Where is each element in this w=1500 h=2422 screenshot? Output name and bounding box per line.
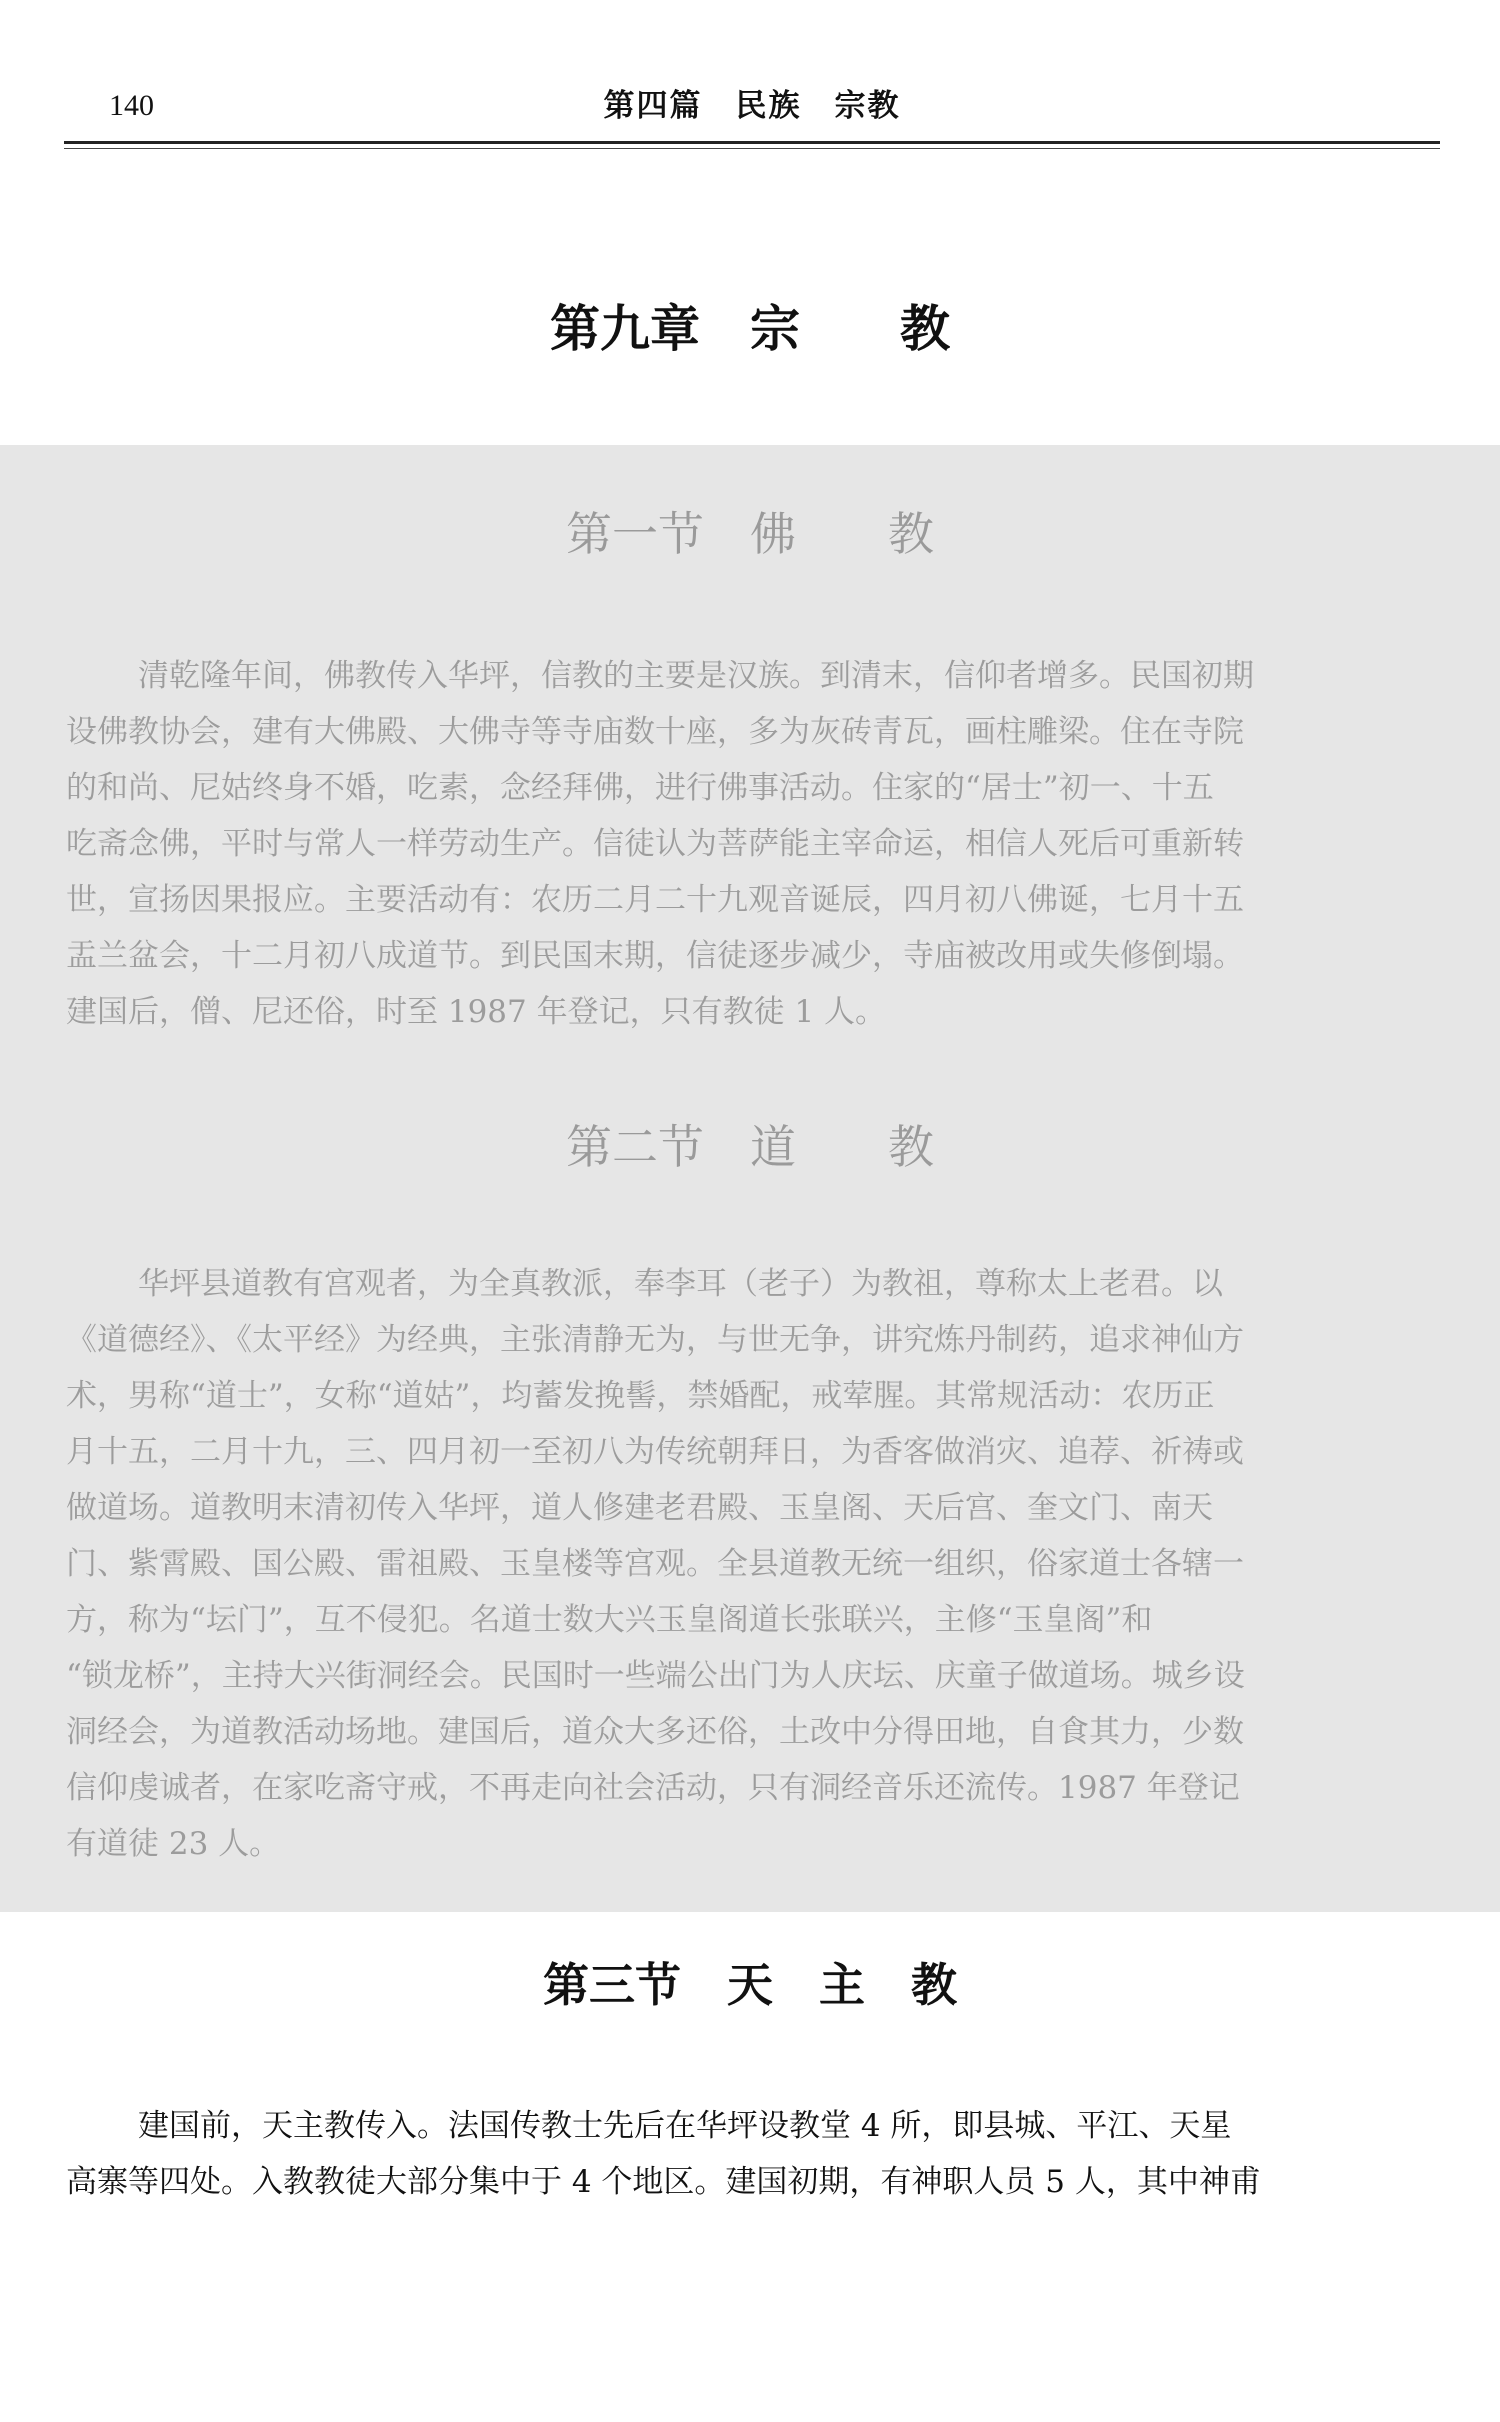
paragraph-line: 设佛教协会，建有大佛殿、大佛寺等寺庙数十座，多为灰砖青瓦，画柱雕梁。住在寺院 xyxy=(66,714,1244,750)
paragraph-daoism xyxy=(66,1256,1438,1872)
paragraph-line: 吃斋念佛，平时与常人一样劳动生产。信徒认为菩萨能主宰命运，相信人死后可重新转 xyxy=(66,826,1244,862)
section-title-daoism: 第二节 道 教 xyxy=(566,1120,934,1174)
paragraph-line: 华坪县道教有宫观者，为全真教派，奉李耳（老子）为教祖，尊称太上老君。以 xyxy=(138,1266,1223,1302)
paragraph-line: 《道德经》、《太平经》为经典，主张清静无为，与世无争，讲究炼丹制药，追求神仙方 xyxy=(66,1322,1244,1358)
section-title-buddhism: 第一节 佛 教 xyxy=(566,507,934,561)
header-rule-thick xyxy=(64,141,1440,144)
paragraph-line: 高寨等四处。入教教徒大部分集中于 4 个地区。建国初期，有神职人员 5 人，其中神甫 xyxy=(66,2164,1261,2200)
chapter-title: 第九章 宗 教 xyxy=(550,299,950,358)
running-header xyxy=(64,86,1440,146)
paragraph-line: 世，宣扬因果报应。主要活动有：农历二月二十九观音诞辰，四月初八佛诞，七月十五 xyxy=(66,882,1244,918)
paragraph-line: 清乾隆年间，佛教传入华坪，信教的主要是汉族。到清末，信仰者增多。民国初期 xyxy=(138,658,1254,694)
paragraph-line: 方，称为“坛门”，互不侵犯。名道士数大兴玉皇阁道长张联兴，主修“玉皇阁”和 xyxy=(66,1602,1153,1638)
paragraph-line: 门、紫霄殿、国公殿、雷祖殿、玉皇楼等宫观。全县道教无统一组织，俗家道士各辖一 xyxy=(66,1546,1244,1582)
paragraph-line: 月十五，二月十九，三、四月初一至初八为传统朝拜日，为香客做消灾、追荐、祈祷或 xyxy=(66,1434,1244,1470)
paragraph-line: 建国前，天主教传入。法国传教士先后在华坪设教堂 4 所，即县城、平江、天星 xyxy=(138,2108,1232,2144)
header-rule-thin xyxy=(64,148,1440,149)
paragraph-line: 盂兰盆会，十二月初八成道节。到民国末期，信徒逐步减少，寺庙被改用或失修倒塌。 xyxy=(66,938,1244,974)
paragraph-line: 术，男称“道士”，女称“道姑”，均蓄发挽髻，禁婚配，戒荤腥。其常规活动：农历正 xyxy=(66,1378,1215,1414)
running-title: 第四篇 民族 宗教 xyxy=(603,88,901,124)
paragraph-line: “锁龙桥”，主持大兴街洞经会。民国时一些端公出门为人庆坛、庆童子做道场。城乡设 xyxy=(66,1658,1245,1694)
paragraph-catholicism xyxy=(66,2098,1438,2210)
paragraph-buddhism xyxy=(66,648,1438,1040)
paragraph-line: 做道场。道教明末清初传入华坪，道人修建老君殿、玉皇阁、天后宫、奎文门、南天 xyxy=(66,1490,1213,1526)
section-title-catholicism: 第三节 天 主 教 xyxy=(543,1958,957,2012)
page-number: 140 xyxy=(109,89,154,122)
paragraph-line: 有道徒 23 人。 xyxy=(66,1826,281,1862)
paragraph-line: 建国后，僧、尼还俗，时至 1987 年登记，只有教徒 1 人。 xyxy=(66,994,887,1030)
paragraph-line: 的和尚、尼姑终身不婚，吃素，念经拜佛，进行佛事活动。住家的“居士”初一、十五 xyxy=(66,770,1214,806)
paragraph-line: 洞经会，为道教活动场地。建国后，道众大多还俗，土改中分得田地，自食其力，少数 xyxy=(66,1714,1244,1750)
paragraph-line: 信仰虔诚者，在家吃斋守戒，不再走向社会活动，只有洞经音乐还流传。1987 年登记 xyxy=(66,1770,1240,1806)
